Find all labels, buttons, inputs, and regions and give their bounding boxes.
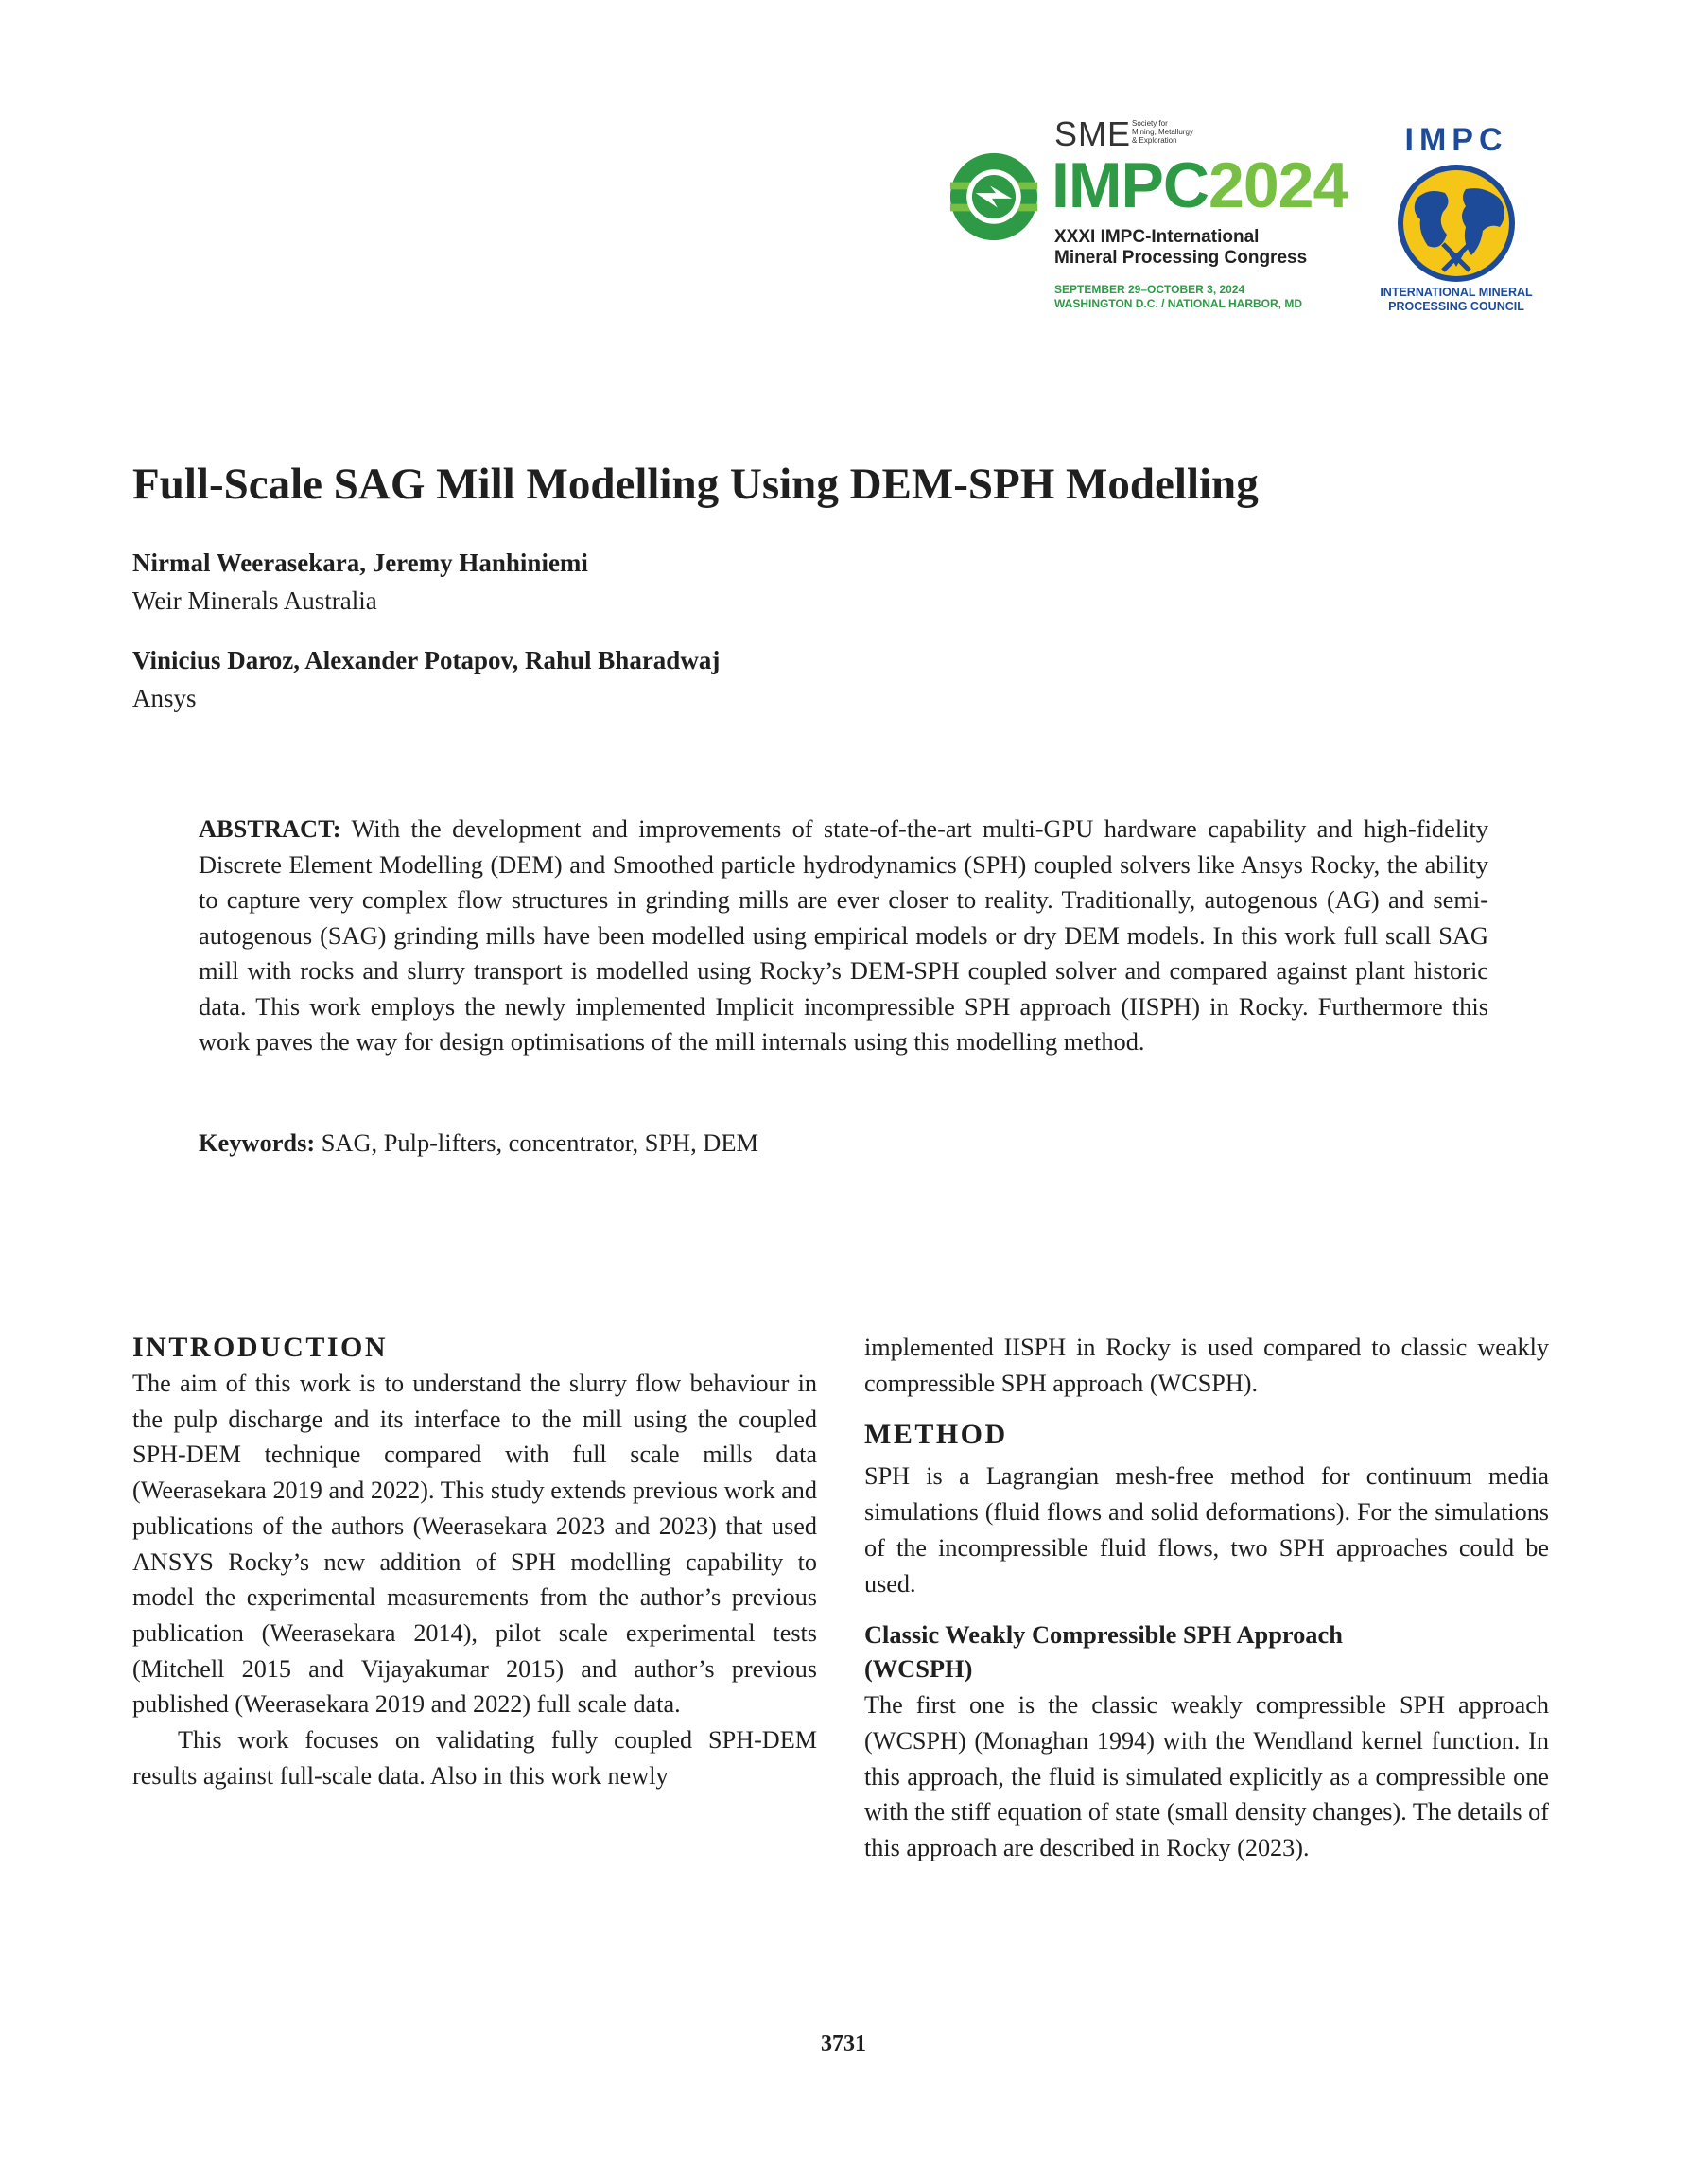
- author-names-1: Nirmal Weerasekara, Jeremy Hanhiniemi: [132, 549, 588, 577]
- author-names-2: Vinicius Daroz, Alexander Potapov, Rahul Bharadwaj: [132, 646, 721, 674]
- introduction-paragraph-1: The aim of this work is to understand the slurry flow behaviour in the pulp discharge and its interface to the mill using the coupled SPH-DEM technique compared with full scale mills data (Weerasekara 2019 and 2022). This study extends previous work and publications of the authors (Weerasekara 2023 and 2023) that used ANSYS Rocky’s new addition of SPH modelling capability to model the experimental measurements from the author’s previous publication (Weerasekara 2014), pilot scale experimental tests (Mitchell 2015 and Vijayakumar 2015) and author’s previous published (Weerasekara 2019 and 2022) full scale data.: [132, 1370, 817, 1719]
- congress-name: XXXI IMPC-International Mineral Processing Congress: [1054, 227, 1308, 268]
- page-number: 3731: [821, 2032, 866, 2056]
- keywords-text: SAG, Pulp-lifters, concentrator, SPH, DEM: [321, 1128, 758, 1157]
- globe-icon: [1362, 161, 1551, 284]
- author-affiliation-1: Weir Minerals Australia: [132, 586, 377, 615]
- sme-wordmark: SME: [1054, 114, 1132, 153]
- impc-council-wordmark: IMPC: [1404, 122, 1508, 158]
- section-heading-introduction: INTRODUCTION: [132, 1332, 389, 1363]
- introduction-paragraph-2: This work focuses on validating fully coupled SPH-DEM results against full-scale data. Also in this work newly: [132, 1726, 817, 1790]
- abstract: [199, 812, 1488, 1060]
- impc-2024-wordmark: [1052, 149, 1348, 221]
- paper-title: Full-Scale SAG Mill Modelling Using DEM-SPH Modelling: [132, 460, 1259, 509]
- year-word: 2024: [1209, 149, 1348, 221]
- method-paragraph: SPH is a Lagrangian mesh-free method for continuum media simulations (fluid flows and solid deformations). For the simulations of the incompressible fluid flows, two SPH approaches could be used.: [864, 1462, 1549, 1598]
- subsection-heading-wcsph: Classic Weakly Compressible SPH Approach (WCSPH): [864, 1620, 1343, 1684]
- author-affiliation-2: Ansys: [132, 684, 197, 712]
- wcsph-paragraph: The first one is the classic weakly compressible SPH approach (WCSPH) (Monaghan 1994) with the Wendland kernel function. In this approach, the fluid is simulated explicitly as a compressible one with the stiff equation of state (small density changes). The details of this approach are described in Rocky (2023).: [864, 1691, 1549, 1862]
- abstract-text: With the development and improvements of state-of-the-art multi-GPU hardware capability and high-fidelity Discrete Element Modelling (DEM) and Smoothed particle hydrodynamics (SPH) coupled solvers like Ansys Rocky, the ability to capture very complex flow structures in grinding mills are ever closer to reality. Traditionally, autogenous (AG) and semi-autogenous (SAG) grinding mills have been modelled using empirical models or dry DEM models. In this work full scall SAG mill with rocks and slurry transport is modelled using Rocky’s DEM-SPH coupled solver and compared against plant historic data. This work employs the newly implemented Implicit incompressible SPH approach (IISPH) in Rocky. Furthermore this work paves the way for design optimisations of the mill internals using this modelling method.: [199, 814, 1489, 1056]
- right-column: [864, 1330, 1549, 1866]
- congress-date-location: SEPTEMBER 29–OCTOBER 3, 2024 WASHINGTON D.C. / NATIONAL HARBOR, MD: [1054, 283, 1302, 310]
- introduction-continuation: implemented IISPH in Rocky is used compared to classic weakly compressible SPH approach (WCSPH).: [864, 1334, 1549, 1397]
- impc-word: IMPC: [1052, 149, 1209, 221]
- sme-subtitle: Society for Mining, Metallurgy & Exploration: [1132, 119, 1193, 145]
- left-column: [132, 1330, 817, 1793]
- keywords: [199, 1126, 758, 1160]
- keywords-label: Keywords:: [199, 1128, 316, 1157]
- impc-council-name: INTERNATIONAL MINERAL PROCESSING COUNCIL: [1380, 286, 1533, 313]
- abstract-label: ABSTRACT:: [199, 814, 341, 843]
- sme-logo: [1054, 115, 1215, 153]
- section-heading-method: METHOD: [864, 1419, 1008, 1451]
- impc-emblem-icon: [948, 151, 1039, 242]
